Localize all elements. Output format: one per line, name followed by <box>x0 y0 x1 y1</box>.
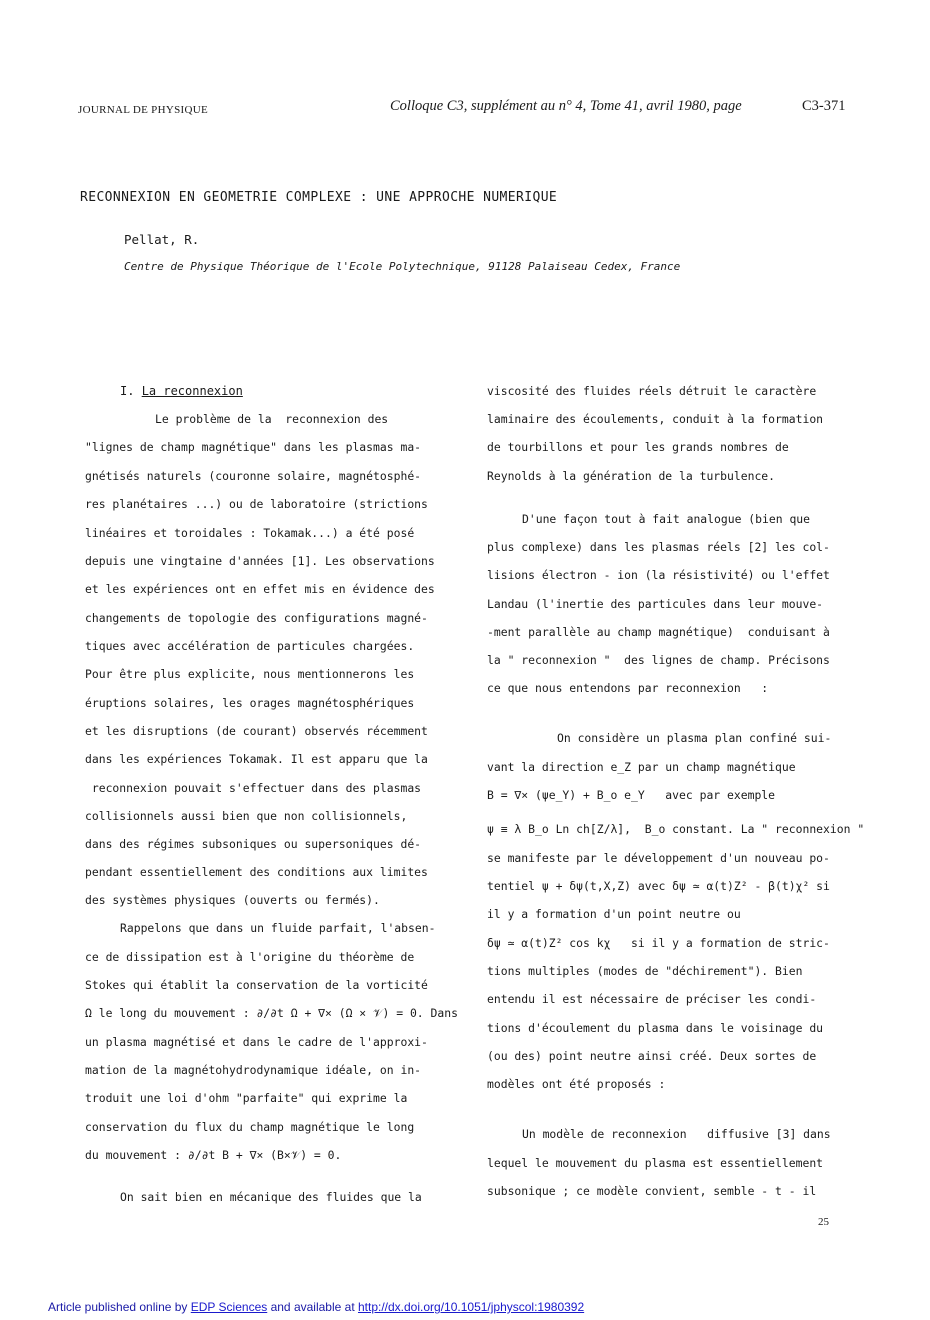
text-line: pendant essentiellement des conditions aux limites <box>85 865 428 879</box>
footer <box>48 1300 584 1314</box>
text-line: de tourbillons et pour les grands nombres de <box>487 440 789 454</box>
text-line: des systèmes physiques (ouverts ou fermés). <box>85 893 380 907</box>
text-line: tions multiples (modes de "déchirement"). Bien <box>487 964 803 978</box>
text-line: se manifeste par le développement d'un nouveau po- <box>487 851 830 865</box>
text-line: Stokes qui établit la conservation de la vorticité <box>85 978 428 992</box>
text-line: (ou des) point neutre ainsi créé. Deux sortes de <box>487 1049 817 1063</box>
text-line: viscosité des fluides réels détruit le caractère <box>487 384 817 398</box>
text-line: tiques avec accélération de particules chargées. <box>85 639 415 653</box>
author: Pellat, R. <box>124 232 200 247</box>
equation-line: du mouvement : ∂/∂t B + ∇× (B×𝒱) = 0. <box>85 1148 342 1162</box>
equation-line: vant la direction e_Z par un champ magnétique <box>487 760 796 774</box>
section-title: La reconnexion <box>141 384 243 398</box>
text-line: "lignes de champ magnétique" dans les plasmas ma- <box>85 440 422 454</box>
text-line: dans des régimes subsoniques ou supersoniques dé- <box>85 837 422 851</box>
text-line: res planétaires ...) ou de laboratoire (strictions <box>85 497 428 511</box>
text-line: troduit une loi d'ohm "parfaite" qui exprime la <box>85 1091 408 1105</box>
footer-middle: and available at <box>267 1300 358 1314</box>
text-line: reconnexion pouvait s'effectuer dans des plasmas <box>85 781 422 795</box>
doi-link[interactable]: http://dx.doi.org/10.1051/jphyscol:1980392 <box>357 1300 585 1314</box>
text-line: dans les expériences Tokamak. Il est apparu que la <box>85 752 428 766</box>
text-line: et les expériences ont en effet mis en évidence des <box>85 582 435 596</box>
text-line: la " reconnexion " des lignes de champ. Précisons <box>487 653 830 667</box>
equation-line: Ω le long du mouvement : ∂/∂t Ω + ∇× (Ω × 𝒱) = 0. Dans <box>85 1006 458 1020</box>
page-code: C3-371 <box>802 98 846 114</box>
affiliation: Centre de Physique Théorique de l'Ecole Polytechnique, 91128 Palaiseau Cedex, France <box>124 260 681 273</box>
text-line: D'une façon tout à fait analogue (bien que <box>522 512 811 526</box>
text-line: collisionnels aussi bien que non collisionnels, <box>85 809 408 823</box>
text-line: conservation du flux du champ magnétique le long <box>85 1120 415 1134</box>
text-line: Pour être plus explicite, nous mentionnerons les <box>85 667 415 681</box>
text-line: Le problème de la reconnexion des <box>155 412 389 426</box>
text-line: depuis une vingtaine d'années [1]. Les observations <box>85 554 435 568</box>
article-title: RECONNEXION EN GEOMETRIE COMPLEXE : UNE APPROCHE NUMERIQUE <box>80 190 558 205</box>
equation-line: tentiel ψ + δψ(t,X,Z) avec δψ ≃ α(t)Z² - β(t)χ² si <box>487 879 830 893</box>
text-line: mation de la magnétohydrodynamique idéale, on in- <box>85 1063 422 1077</box>
text-line: On sait bien en mécanique des fluides que la <box>120 1190 422 1204</box>
text-line: Un modèle de reconnexion diffusive [3] dans <box>522 1127 831 1141</box>
text-line: changements de topologie des configurations magné- <box>85 611 428 625</box>
text-line: ce de dissipation est à l'origine du théorème de <box>85 950 415 964</box>
text-line: un plasma magnétisé et dans le cadre de l'approxi- <box>85 1035 428 1049</box>
section-number: I. <box>120 384 135 398</box>
text-line: laminaire des écoulements, conduit à la formation <box>487 412 824 426</box>
publisher-link[interactable]: EDP Sciences <box>190 1300 268 1314</box>
text-line: linéaires et toroidales : Tokamak...) a été posé <box>85 526 415 540</box>
text-line: éruptions solaires, les orages magnétosphériques <box>85 696 415 710</box>
footer-prefix: Article published online by <box>48 1300 191 1314</box>
text-line: Reynolds à la génération de la turbulence. <box>487 469 776 483</box>
page-number: 25 <box>818 1216 829 1228</box>
equation-line: δψ ≃ α(t)Z² cos kχ si il y a formation de stric- <box>487 936 830 950</box>
text-line: -ment parallèle au champ magnétique) conduisant à <box>487 625 830 639</box>
text-line: entendu il est nécessaire de préciser les condi- <box>487 992 817 1006</box>
equation-line: B = ∇× (ψe_Y) + B_o e_Y avec par exemple <box>487 788 776 802</box>
journal-name: JOURNAL DE PHYSIQUE <box>78 104 208 116</box>
text-line: subsonique ; ce modèle convient, semble - t - il <box>487 1184 817 1198</box>
citation: Colloque C3, supplément au n° 4, Tome 41, avril 1980, page <box>390 98 742 114</box>
text-line: On considère un plasma plan confiné sui- <box>557 731 832 745</box>
equation-line: ψ ≡ λ B_o Ln ch[Z/λ], B_o constant. La " reconnexion " <box>487 822 865 836</box>
text-line: lisions électron - ion (la résistivité) ou l'effet <box>487 568 830 582</box>
section-heading <box>120 384 243 398</box>
text-line: et les disruptions (de courant) observés récemment <box>85 724 428 738</box>
text-line: gnétisés naturels (couronne solaire, magnétosphé- <box>85 469 422 483</box>
text-line: Rappelons que dans un fluide parfait, l'absen- <box>120 921 436 935</box>
text-line: plus complexe) dans les plasmas réels [2] les col- <box>487 540 830 554</box>
text-line: lequel le mouvement du plasma est essentiellement <box>487 1156 824 1170</box>
text-line: tions d'écoulement du plasma dans le voisinage du <box>487 1021 824 1035</box>
text-line: Landau (l'inertie des particules dans leur mouve- <box>487 597 824 611</box>
text-line: modèles ont été proposés : <box>487 1077 666 1091</box>
text-line: ce que nous entendons par reconnexion : <box>487 681 769 695</box>
text-line: il y a formation d'un point neutre ou <box>487 907 741 921</box>
